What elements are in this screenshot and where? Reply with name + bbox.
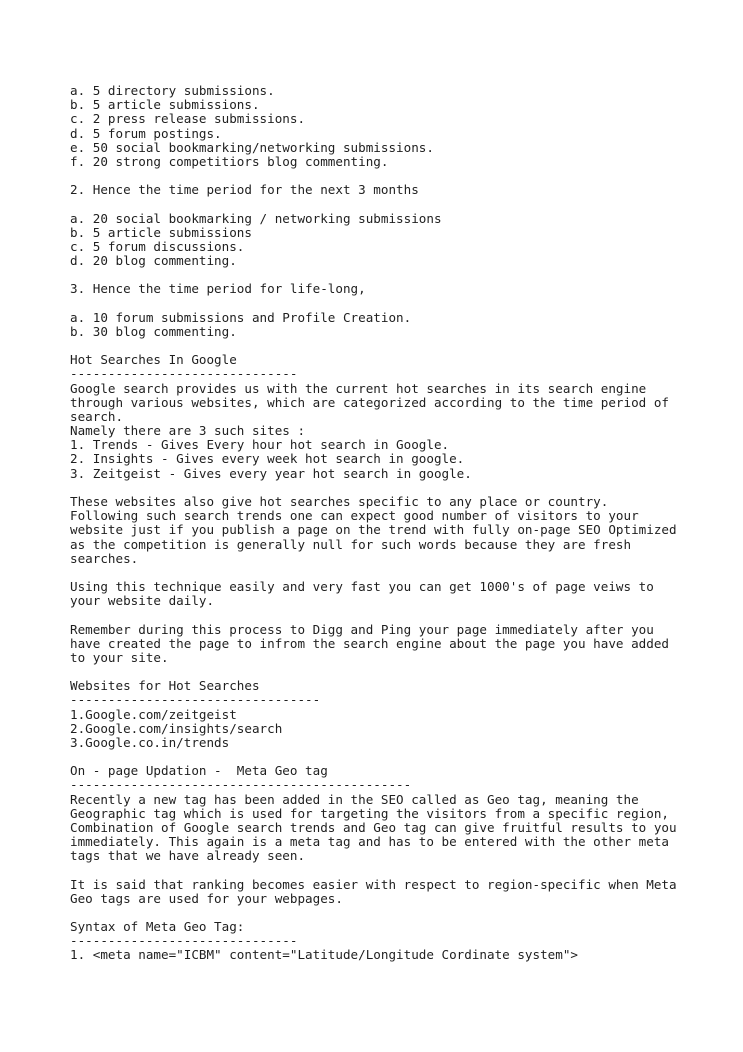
text-line: b. 5 article submissions [70,224,252,240]
text-line: 3. Hence the time period for life-long, [70,281,366,297]
text-line: d. 5 forum postings. [70,125,222,141]
text-line: 2.Google.com/insights/search [70,720,283,736]
text-line: searches. [70,550,139,566]
text-line: Namely there are 3 such sites : [70,423,306,439]
section-underline: ------------------------------ [70,933,298,949]
section-heading: Syntax of Meta Geo Tag: [70,919,245,935]
text-line: through various websites, which are categorized according to the time period of [70,394,669,410]
text-line: Following such search trends one can expect good number of visitors to your [70,508,639,524]
text-line: 1.Google.com/zeitgeist [70,706,237,722]
text-line: 1. Trends - Gives Every hour hot search in Google. [70,437,450,453]
text-line: to your site. [70,649,169,665]
section-heading: On - page Updation - Meta Geo tag [70,763,328,779]
blank-line [70,169,677,183]
blank-line [70,863,677,877]
blank-line [70,750,677,764]
blank-line [70,197,677,211]
text-line: 3. Zeitgeist - Gives every year hot search in google. [70,465,472,481]
blank-line [70,268,677,282]
section-underline: ------------------------------ [70,366,298,382]
text-line: have created the page to infrom the search engine about the page you have added [70,635,669,651]
text-line: 2. Insights - Gives every week hot search in google. [70,451,465,467]
text-line: Recently a new tag has been added in the SEO called as Geo tag, meaning the [70,791,639,807]
section-heading: Hot Searches In Google [70,352,237,368]
text-line: e. 50 social bookmarking/networking submissions. [70,139,434,155]
blank-line [70,906,677,920]
text-line: a. 10 forum submissions and Profile Creation. [70,309,412,325]
text-line: It is said that ranking becomes easier with respect to region-specific when Meta [70,876,677,892]
text-line: Google search provides us with the current hot searches in its search engine [70,380,647,396]
text-line: tags that we have already seen. [70,848,306,864]
text-line: Geo tags are used for your webpages. [70,890,343,906]
section-underline: --------------------------------- [70,692,321,708]
text-line: Geographic tag which is used for targeting the visitors from a specific region, [70,805,669,821]
text-line: b. 30 blog commenting. [70,323,237,339]
text-line: Using this technique easily and very fast you can get 1000's of page veiws to [70,579,654,595]
text-line: a. 5 directory submissions. [70,83,275,98]
text-line: immediately. This again is a meta tag and has to be entered with the other meta [70,834,669,850]
blank-line [70,608,677,622]
text-line: as the competition is generally null for such words because they are fresh [70,536,632,552]
text-line: a. 20 social bookmarking / networking submissions [70,210,442,226]
text-line: 1. <meta name="ICBM" content="Latitude/Longitude Cordinate system"> [70,947,578,963]
text-line: These websites also give hot searches specific to any place or country. [70,493,609,509]
blank-line [70,339,677,353]
text-line: website just if you publish a page on the trend with fully on-page SEO Optimized [70,522,677,538]
text-line: d. 20 blog commenting. [70,253,237,269]
section-heading: Websites for Hot Searches [70,678,260,694]
text-line: Combination of Google search trends and Geo tag can give fruitful results to you [70,819,677,835]
text-line: c. 2 press release submissions. [70,111,306,127]
text-line: b. 5 article submissions. [70,97,260,113]
text-line: f. 20 strong competitiors blog commenting. [70,153,389,169]
blank-line [70,297,677,311]
blank-line [70,665,677,679]
text-line: Remember during this process to Digg and Ping your page immediately after you [70,621,654,637]
document-text [70,84,677,963]
text-line: c. 5 forum discussions. [70,238,245,254]
blank-line [70,566,677,580]
section-underline: --------------------------------------------- [70,777,412,793]
text-line: search. [70,408,124,424]
text-line: 2. Hence the time period for the next 3 months [70,182,419,198]
text-line: 3.Google.co.in/trends [70,734,230,750]
blank-line [70,481,677,495]
text-line: your website daily. [70,593,215,609]
